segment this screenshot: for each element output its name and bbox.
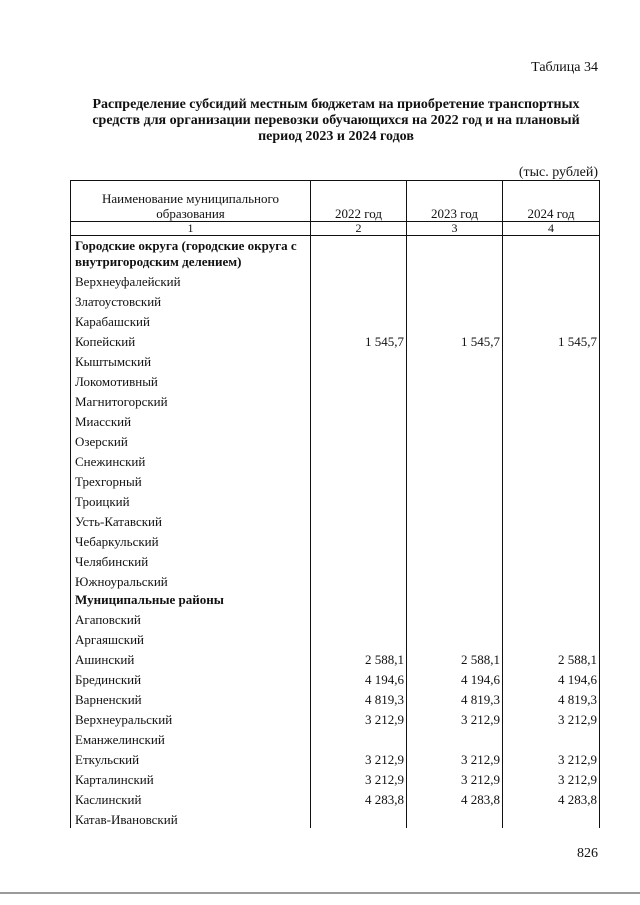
header-2023: 2023 год <box>407 181 503 222</box>
value-2022: 1 545,7 <box>311 330 407 350</box>
value-2022 <box>311 290 407 310</box>
value-2024 <box>503 290 600 310</box>
value-2023 <box>407 270 503 290</box>
value-2023 <box>407 530 503 550</box>
municipality-name: Златоустовский <box>71 290 311 310</box>
value-2023: 1 545,7 <box>407 330 503 350</box>
municipality-name: Варненский <box>71 688 311 708</box>
value-2024 <box>503 530 600 550</box>
table-row <box>71 628 600 648</box>
municipality-name: Троицкий <box>71 490 311 510</box>
value-2023: 4 194,6 <box>407 668 503 688</box>
value-2024: 3 212,9 <box>503 768 600 788</box>
value-2023 <box>407 550 503 570</box>
municipality-name: Снежинский <box>71 450 311 470</box>
table-row <box>71 370 600 390</box>
value-2024 <box>503 470 600 490</box>
header-name: Наименование муниципального образования <box>71 181 311 222</box>
table-row <box>71 270 600 290</box>
value-2022 <box>311 390 407 410</box>
value-2022 <box>311 530 407 550</box>
table-row <box>71 330 600 350</box>
value-2023 <box>407 608 503 628</box>
municipality-name: Локомотивный <box>71 370 311 390</box>
table-row <box>71 768 600 788</box>
value-2024: 3 212,9 <box>503 748 600 768</box>
scan-edge-line <box>0 892 640 894</box>
municipality-name: Челябинский <box>71 550 311 570</box>
table-row <box>71 688 600 708</box>
municipality-name: Чебаркульский <box>71 530 311 550</box>
group-title: Муниципальные районы <box>71 590 311 608</box>
value-2023 <box>407 470 503 490</box>
value-2023 <box>407 290 503 310</box>
value-2024 <box>503 350 600 370</box>
value-2022: 3 212,9 <box>311 748 407 768</box>
value-2022 <box>311 470 407 490</box>
table-row <box>71 608 600 628</box>
municipality-name: Еманжелинский <box>71 728 311 748</box>
table-label: Таблица 34 <box>531 60 598 75</box>
table-row <box>71 510 600 530</box>
col-number: 1 <box>71 222 311 236</box>
table-row <box>71 788 600 808</box>
municipality-name: Магнитогорский <box>71 390 311 410</box>
municipality-name: Агаповский <box>71 608 311 628</box>
value-2024 <box>503 270 600 290</box>
group-header-row <box>71 590 600 608</box>
value-2022: 4 819,3 <box>311 688 407 708</box>
value-2022: 2 588,1 <box>311 648 407 668</box>
municipality-name: Брединский <box>71 668 311 688</box>
value-2022 <box>311 490 407 510</box>
table-row <box>71 350 600 370</box>
value-2022: 4 194,6 <box>311 668 407 688</box>
value-2024 <box>503 390 600 410</box>
value-2023 <box>407 628 503 648</box>
municipality-name: Трехгорный <box>71 470 311 490</box>
header-2022: 2022 год <box>311 181 407 222</box>
group-title: Городские округа (городские округа с внутригородским делением) <box>71 236 311 271</box>
value-2024: 2 588,1 <box>503 648 600 668</box>
table-row <box>71 390 600 410</box>
value-2024: 4 194,6 <box>503 668 600 688</box>
value-2023: 3 212,9 <box>407 768 503 788</box>
table-row <box>71 648 600 668</box>
value-2024 <box>503 728 600 748</box>
value-2022 <box>311 270 407 290</box>
value-2024 <box>503 510 600 530</box>
municipality-name: Карталинский <box>71 768 311 788</box>
value-2024 <box>503 410 600 430</box>
table-row <box>71 808 600 828</box>
table-row <box>71 570 600 590</box>
col-number: 2 <box>311 222 407 236</box>
municipality-name: Озерский <box>71 430 311 450</box>
table-row <box>71 728 600 748</box>
value-2022 <box>311 510 407 530</box>
value-2023 <box>407 510 503 530</box>
value-2023: 2 588,1 <box>407 648 503 668</box>
col-number: 3 <box>407 222 503 236</box>
document-title: Распределение субсидий местным бюджетам на приобретение транспортных средств для организации перевозки обучающихся на 2022 год и на плановый период 2023 и 2024 годов <box>92 97 580 144</box>
value-2022 <box>311 570 407 590</box>
value-2022 <box>311 628 407 648</box>
value-2022 <box>311 808 407 828</box>
empty-cell <box>407 590 503 608</box>
value-2023 <box>407 450 503 470</box>
municipality-name: Южноуральский <box>71 570 311 590</box>
table-row <box>71 490 600 510</box>
table-row <box>71 530 600 550</box>
value-2023 <box>407 410 503 430</box>
header-2024: 2024 год <box>503 181 600 222</box>
empty-cell <box>311 236 407 271</box>
empty-cell <box>311 590 407 608</box>
value-2024 <box>503 608 600 628</box>
value-2023: 3 212,9 <box>407 708 503 728</box>
municipality-name: Миасский <box>71 410 311 430</box>
value-2023 <box>407 808 503 828</box>
value-2022 <box>311 608 407 628</box>
value-2023: 4 819,3 <box>407 688 503 708</box>
value-2022 <box>311 728 407 748</box>
value-2022: 3 212,9 <box>311 708 407 728</box>
table-row <box>71 430 600 450</box>
municipality-name: Копейский <box>71 330 311 350</box>
value-2022 <box>311 370 407 390</box>
value-2023 <box>407 390 503 410</box>
value-2022 <box>311 430 407 450</box>
empty-cell <box>503 590 600 608</box>
municipality-name: Ашинский <box>71 648 311 668</box>
value-2022 <box>311 550 407 570</box>
table-row <box>71 290 600 310</box>
empty-cell <box>407 236 503 271</box>
value-2023: 4 283,8 <box>407 788 503 808</box>
value-2024 <box>503 570 600 590</box>
value-2024: 4 283,8 <box>503 788 600 808</box>
table-row <box>71 708 600 728</box>
municipality-name: Верхнеуральский <box>71 708 311 728</box>
value-2023: 3 212,9 <box>407 748 503 768</box>
value-2022 <box>311 350 407 370</box>
value-2024 <box>503 450 600 470</box>
table-row <box>71 450 600 470</box>
value-2023 <box>407 728 503 748</box>
municipality-name: Каслинский <box>71 788 311 808</box>
value-2024 <box>503 430 600 450</box>
value-2024 <box>503 490 600 510</box>
units-label: (тыс. рублей) <box>518 165 598 180</box>
municipality-name: Катав-Ивановский <box>71 808 311 828</box>
municipality-name: Аргаяшский <box>71 628 311 648</box>
page-number: 826 <box>577 846 598 861</box>
value-2024 <box>503 550 600 570</box>
col-number: 4 <box>503 222 600 236</box>
table-row <box>71 748 600 768</box>
table-row <box>71 668 600 688</box>
value-2024: 1 545,7 <box>503 330 600 350</box>
value-2022 <box>311 410 407 430</box>
value-2023 <box>407 570 503 590</box>
value-2024: 4 819,3 <box>503 688 600 708</box>
value-2024 <box>503 370 600 390</box>
column-number-row <box>71 222 600 236</box>
value-2022 <box>311 310 407 330</box>
value-2024 <box>503 808 600 828</box>
subsidy-table <box>70 180 600 828</box>
municipality-name: Карабашский <box>71 310 311 330</box>
table-row <box>71 310 600 330</box>
municipality-name: Кыштымский <box>71 350 311 370</box>
value-2023 <box>407 350 503 370</box>
value-2024: 3 212,9 <box>503 708 600 728</box>
value-2022 <box>311 450 407 470</box>
value-2024 <box>503 310 600 330</box>
value-2022: 4 283,8 <box>311 788 407 808</box>
group-header-row <box>71 236 600 271</box>
header-row <box>71 181 600 222</box>
value-2023 <box>407 310 503 330</box>
value-2022: 3 212,9 <box>311 768 407 788</box>
municipality-name: Верхнеуфалейский <box>71 270 311 290</box>
value-2024 <box>503 628 600 648</box>
value-2023 <box>407 490 503 510</box>
table-row <box>71 470 600 490</box>
empty-cell <box>503 236 600 271</box>
table-row <box>71 550 600 570</box>
municipality-name: Усть-Катавский <box>71 510 311 530</box>
value-2023 <box>407 370 503 390</box>
municipality-name: Еткульский <box>71 748 311 768</box>
table-row <box>71 410 600 430</box>
value-2023 <box>407 430 503 450</box>
